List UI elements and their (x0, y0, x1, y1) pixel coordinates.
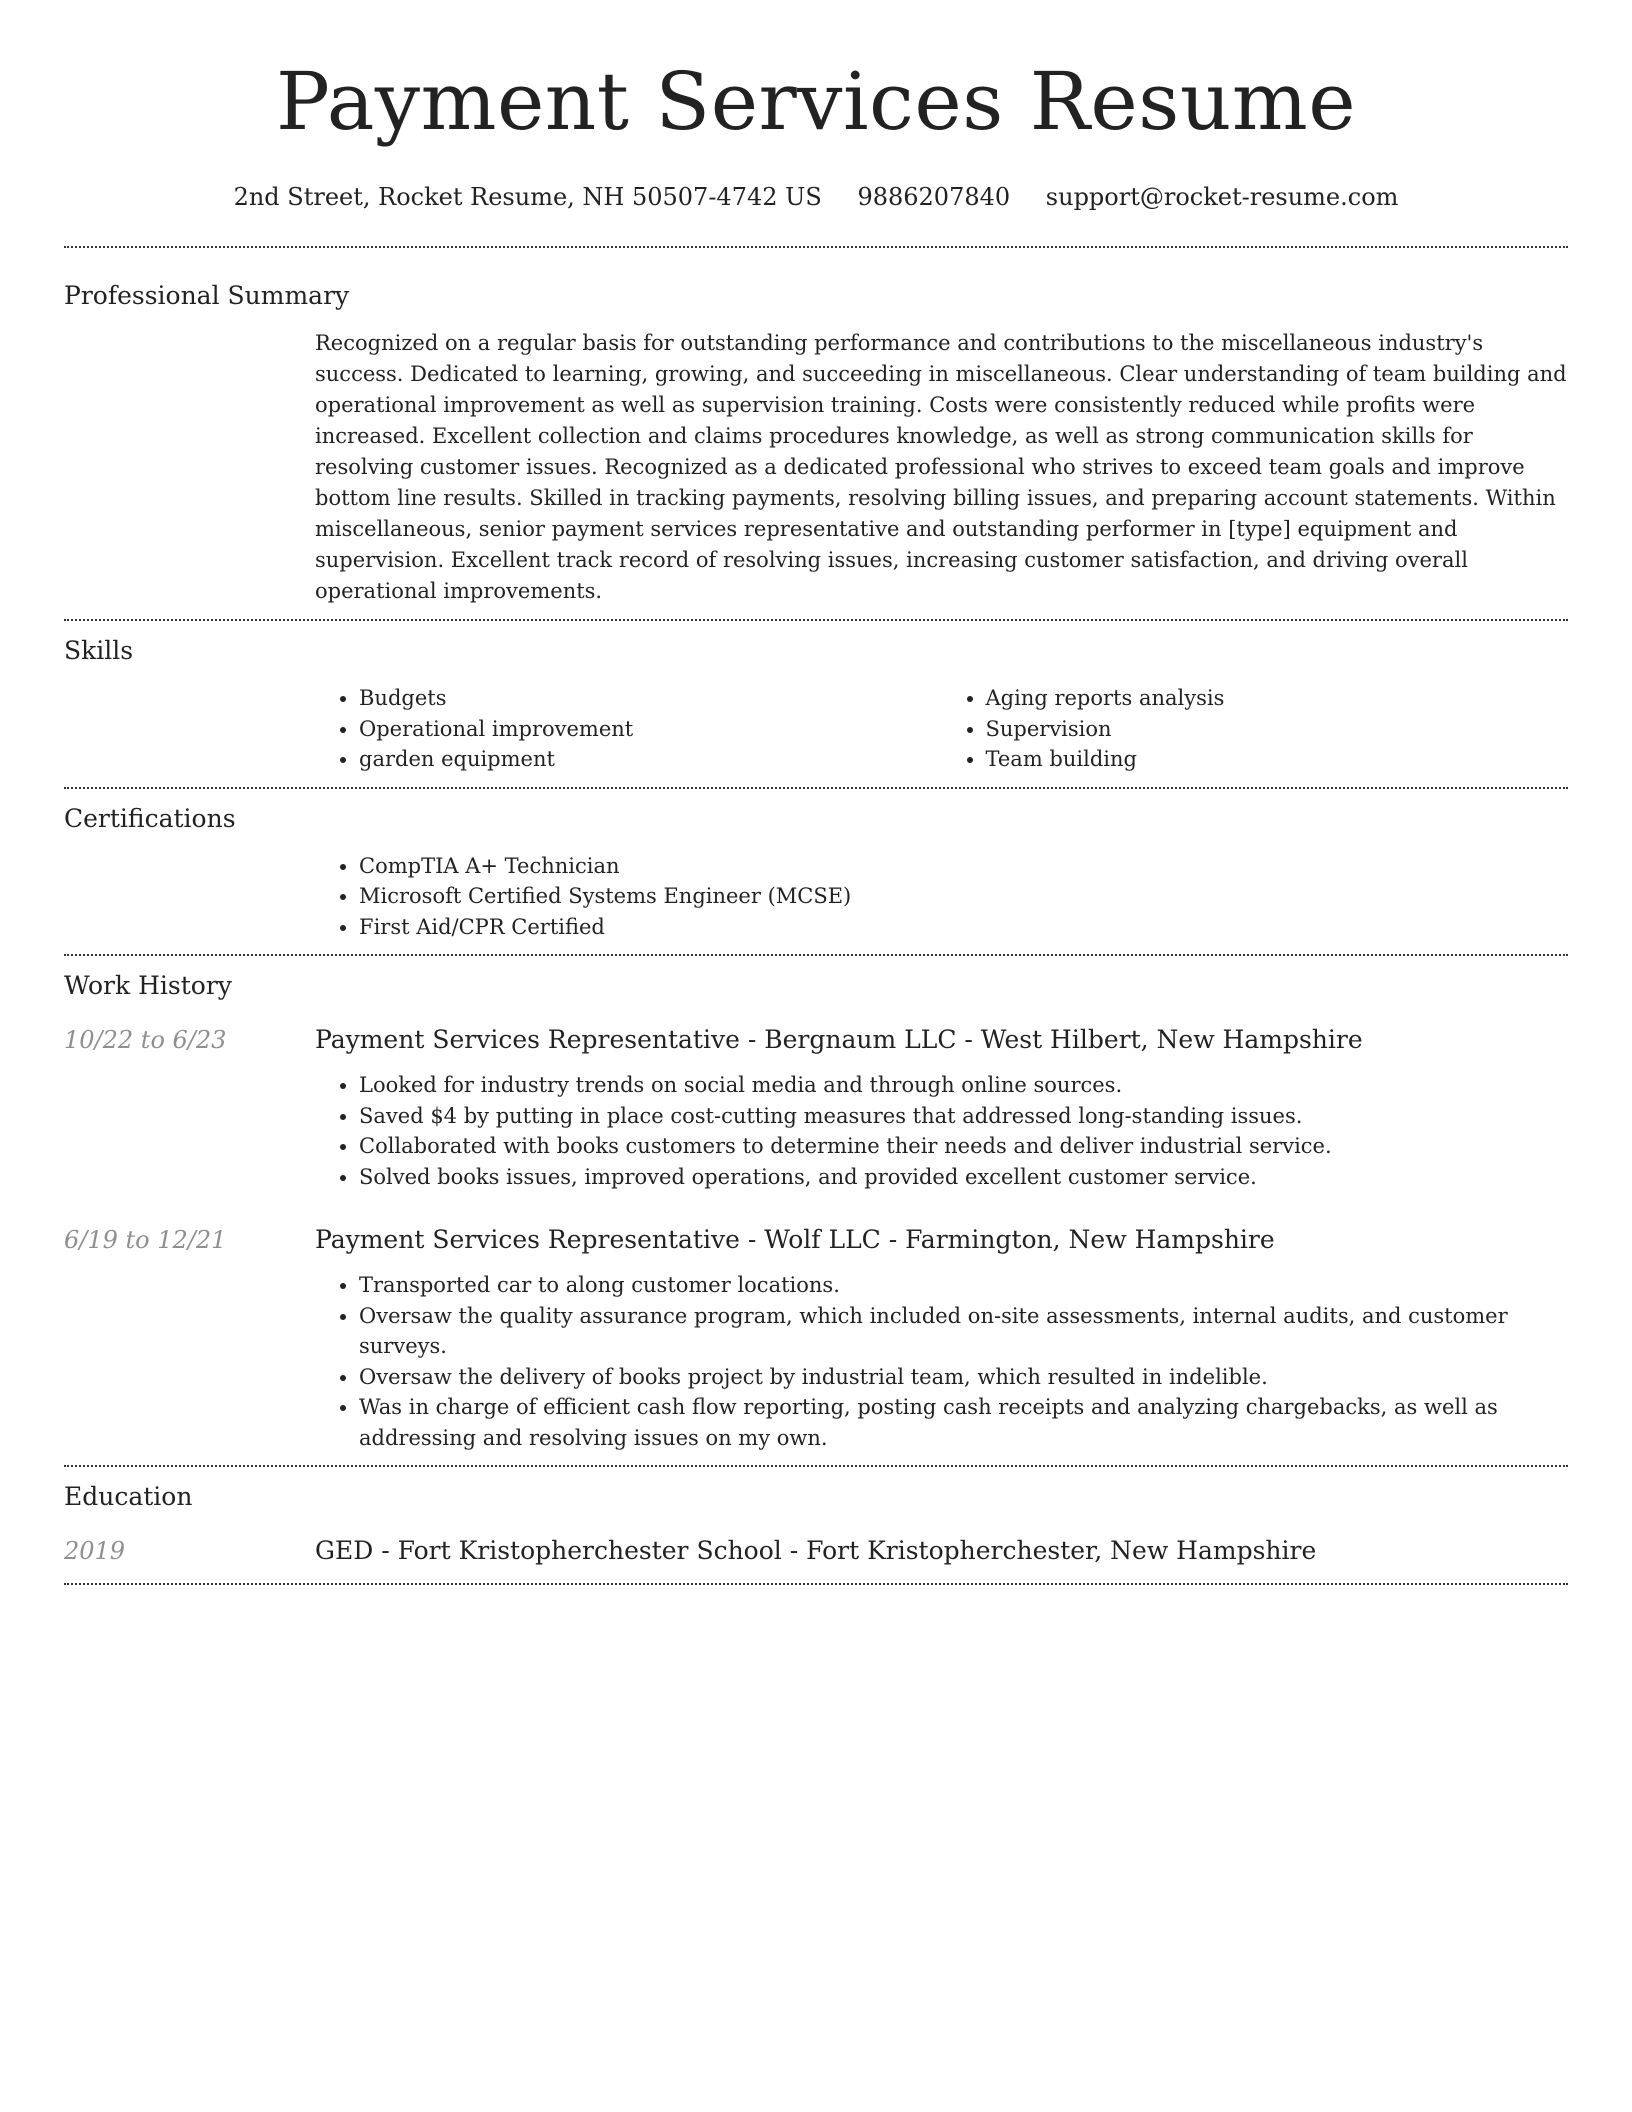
list-item: • Oversaw the delivery of books project by industrial team, which resulted in indelible. (359, 1362, 1568, 1393)
list-item: • Budgets (359, 683, 942, 714)
section-title-education: Education (64, 1482, 193, 1511)
section-title-certifications: Certifications (64, 803, 236, 833)
work-entry (64, 1222, 1568, 1453)
list-item: • Team building (986, 744, 1569, 775)
list-item: • Transported car to along customer locations. (359, 1270, 1568, 1301)
certifications-section (64, 789, 1568, 943)
contact-address: 2nd Street, Rocket Resume, NH 50507-4742 US (233, 183, 822, 211)
summary-text: Recognized on a regular basis for outstanding performance and contributions to the miscellaneous industry's success. Dedicated to learning, growing, and succeeding in miscellaneous. Clear understanding of team building and operational improvement as well as supervision training. Costs were consistently reduced while profits were increased. Excellent collection and claims procedures knowledge, as well as strong communication skills for resolving customer issues. Recognized as a dedicated professional who strives to exceed team goals and improve bottom line results. Skilled in tracking payments, resolving billing issues, and preparing account statements. Within miscellaneous, senior payment services representative and outstanding performer in [type] equipment and supervision. Excellent track record of resolving issues, increasing customer satisfaction, and driving overall operational improvements. (315, 331, 1567, 603)
list-item: • Oversaw the quality assurance program, which included on-site assessments, internal audits, and customer surveys. (359, 1301, 1568, 1362)
section-title-summary: Professional Summary (64, 281, 350, 310)
work-dates: 6/19 to 12/21 (64, 1226, 227, 1254)
education-title: GED - Fort Kristopherchester School - Fort Kristopherchester, New Hampshire (315, 1536, 1317, 1565)
education-section (64, 1467, 1568, 1569)
section-divider (64, 1583, 1568, 1585)
list-item: • CompTIA A+ Technician (359, 851, 1568, 882)
list-item: • Saved $4 by putting in place cost-cutting measures that addressed long-standing issues. (359, 1101, 1568, 1132)
skills-section (64, 621, 1568, 775)
work-entry (64, 1022, 1568, 1192)
resume-page (64, 0, 1568, 1585)
certifications-list (315, 851, 1568, 943)
work-history-section (64, 956, 1568, 1453)
work-dates: 10/22 to 6/23 (64, 1026, 227, 1054)
education-entry (64, 1533, 1568, 1569)
list-item: • Looked for industry trends on social media and through online sources. (359, 1070, 1568, 1101)
job-bullets (315, 1070, 1568, 1192)
summary-section (64, 248, 1568, 607)
skills-list-right (942, 683, 1569, 775)
list-item: • Operational improvement (359, 714, 942, 745)
list-item: • Was in charge of efficient cash flow reporting, posting cash receipts and analyzing chargebacks, as well as addressing and resolving issues on my own. (359, 1392, 1568, 1453)
job-title: Payment Services Representative - Wolf LLC - Farmington, New Hampshire (315, 1225, 1275, 1254)
contact-email: support@rocket-resume.com (1045, 183, 1399, 211)
section-title-skills: Skills (64, 636, 134, 665)
list-item: • Microsoft Certified Systems Engineer (MCSE) (359, 881, 1568, 912)
contact-phone: 9886207840 (857, 183, 1011, 211)
job-bullets (315, 1270, 1568, 1453)
list-item: • Solved books issues, improved operations, and provided excellent customer service. (359, 1162, 1568, 1193)
list-item: • garden equipment (359, 744, 942, 775)
job-title: Payment Services Representative - Bergnaum LLC - West Hilbert, New Hampshire (315, 1025, 1363, 1054)
list-item: • Collaborated with books customers to determine their needs and deliver industrial service. (359, 1131, 1568, 1162)
list-item: • Aging reports analysis (986, 683, 1569, 714)
resume-title: Payment Services Resume (275, 55, 1357, 148)
resume-header (64, 0, 1568, 214)
list-item: • Supervision (986, 714, 1569, 745)
list-item: • First Aid/CPR Certified (359, 912, 1568, 943)
contact-line (64, 180, 1568, 214)
section-title-work: Work History (64, 971, 232, 1000)
skills-list-left (315, 683, 942, 775)
education-year: 2019 (64, 1537, 126, 1565)
